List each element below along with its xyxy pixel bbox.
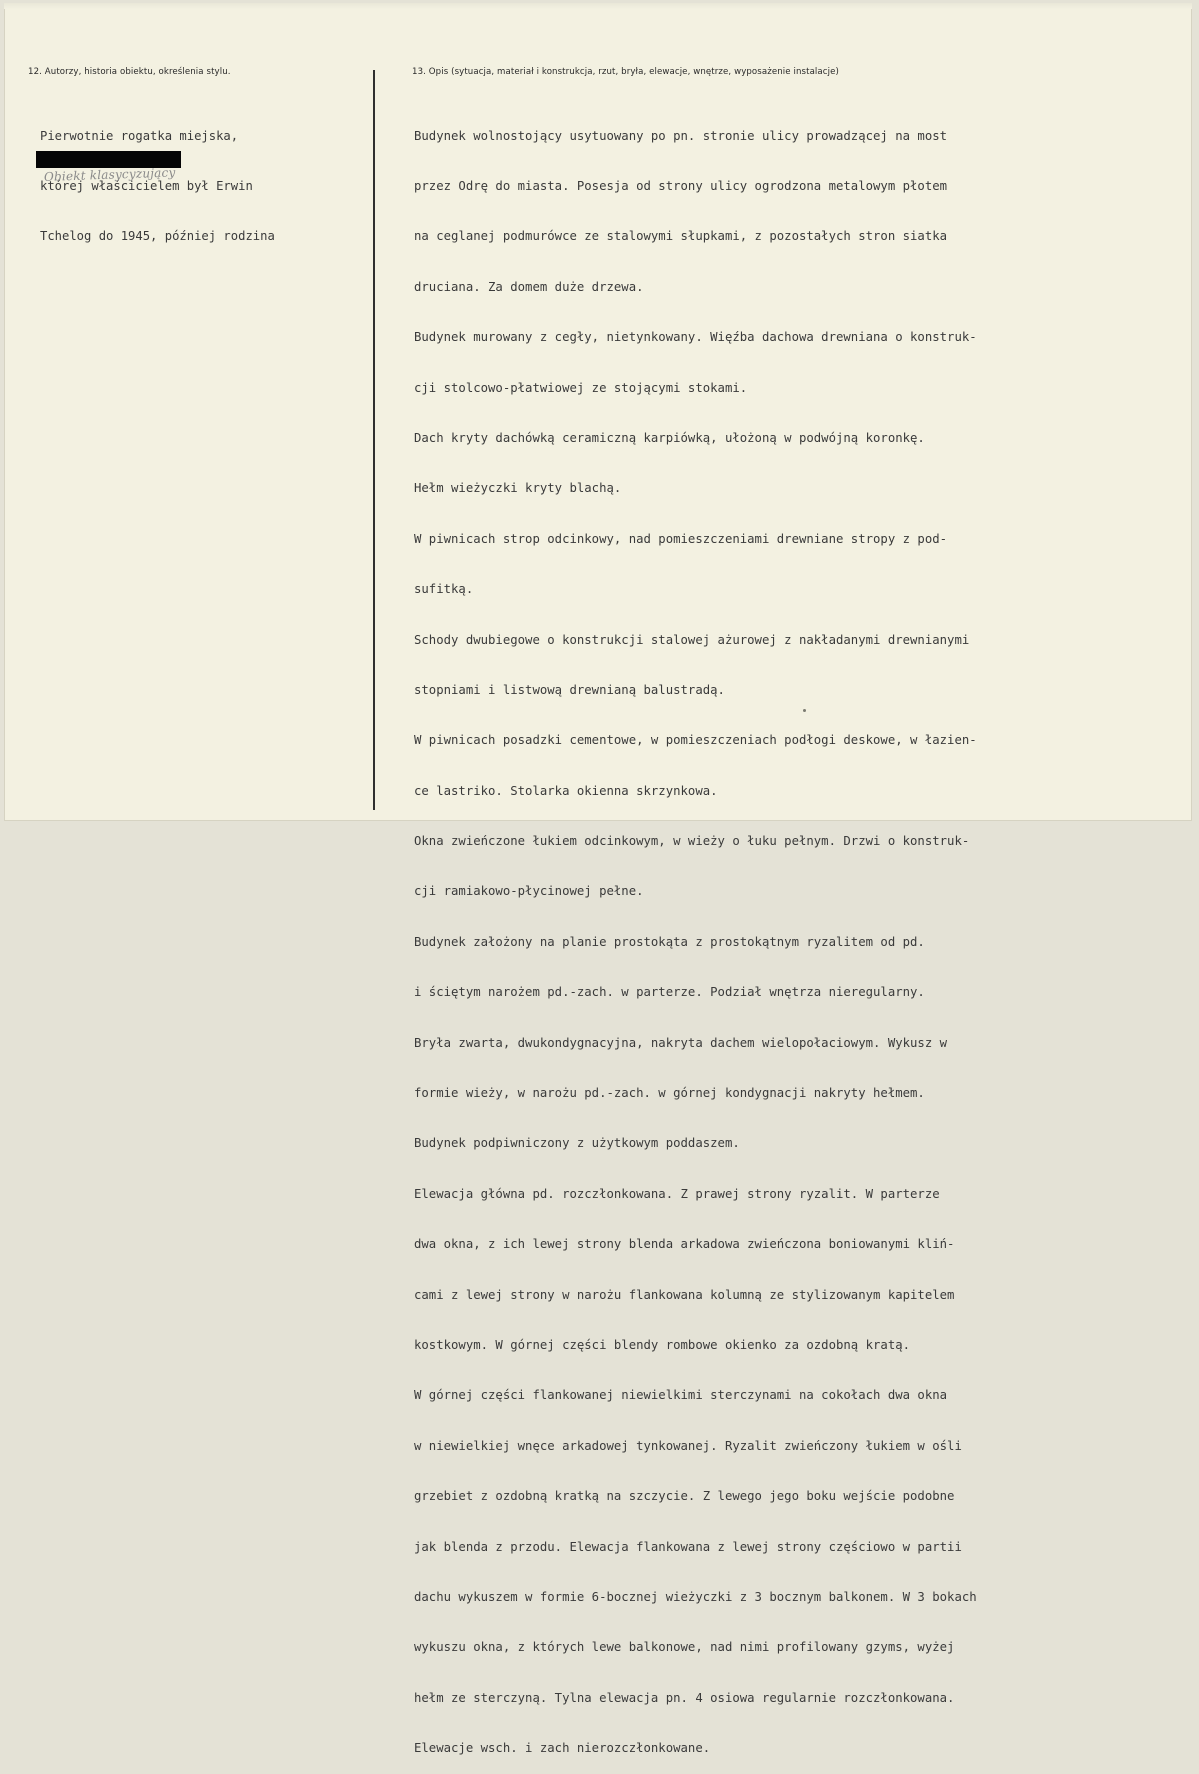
- description-line: grzebiet z ozdobną kratką na szczycie. Z lewego jego boku wejście podobne: [414, 1489, 955, 1504]
- description-line: cji ramiakowo-płycinowej pełne.: [414, 884, 644, 899]
- description-line: formie wieży, w narożu pd.-zach. w górnej kondygnacji nakryty hełmem.: [414, 1086, 925, 1101]
- description-line: Elewacja główna pd. rozczłonkowana. Z prawej strony ryzalit. W parterze: [414, 1186, 940, 1201]
- description-line: i ściętym narożem pd.-zach. w parterze. Podział wnętrza nieregularny.: [414, 985, 925, 1000]
- column-divider: [373, 70, 375, 810]
- description-line: W górnej części flankowanej niewielkimi sterczynami na cokołach dwa okna: [414, 1388, 948, 1403]
- section-13-header: 13. Opis (sytuacja, materiał i konstrukcja, rzut, bryła, elewacje, wnętrze, wyposażenie instalacje): [412, 67, 839, 77]
- description-line: stopniami i listwową drewnianą balustradą.: [414, 682, 725, 697]
- description-line: hełm ze sterczyną. Tylna elewacja pn. 4 osiowa regularnie rozczłonkowana.: [414, 1690, 955, 1705]
- description-line: w niewielkiej wnęce arkadowej tynkowanej. Ryzalit zwieńczony łukiem w ośli: [414, 1438, 962, 1453]
- description-line: Bryła zwarta, dwukondygnacyjna, nakryta dachem wielopołaciowym. Wykusz w: [414, 1035, 948, 1050]
- description-line: jak blenda z przodu. Elewacja flankowana z lewej strony częściowo w partii: [414, 1539, 962, 1554]
- description-line: Elewacje wsch. i zach nierozczłonkowane.: [414, 1741, 711, 1756]
- description-line: Okna zwieńczone łukiem odcinkowym, w wieży o łuku pełnym. Drzwi o konstruk-: [414, 834, 970, 849]
- description-line: przez Odrę do miasta. Posesja od strony ulicy ogrodzona metalowym płotem: [414, 178, 948, 193]
- description-line: Budynek założony na planie prostokąta z prostokątnym ryzalitem od pd.: [414, 934, 925, 949]
- history-line: której właścicielem był Erwin: [40, 178, 253, 193]
- description-line: dachu wykuszem w formie 6-bocznej wieżyczki z 3 bocznym balkonem. W 3 bokach: [414, 1589, 977, 1604]
- paper-speck: [803, 709, 806, 712]
- description-line: cami z lewej strony w narożu flankowana kolumną ze stylizowanym kapitelem: [414, 1287, 955, 1302]
- history-line: Pierwotnie rogatka miejska,: [40, 128, 239, 143]
- description-line: Dach kryty dachówką ceramiczną karpiówką, ułożoną w podwójną koronkę.: [414, 430, 925, 445]
- description-text: [414, 94, 977, 1774]
- description-line: Schody dwubiegowe o konstrukcji stalowej ażurowej z nakładanymi drewnianymi: [414, 632, 970, 647]
- description-line: druciana. Za domem duże drzewa.: [414, 279, 644, 294]
- history-line: Tchelog do 1945, później rodzina: [40, 229, 275, 244]
- handwritten-note: Obiekt klasycyzujący: [43, 165, 176, 184]
- section-12-header: 12. Autorzy, historia obiektu, określenia stylu.: [28, 67, 231, 77]
- sheet-top-edge: [4, 3, 1192, 9]
- description-line: Budynek podpiwniczony z użytkowym poddaszem.: [414, 1136, 740, 1151]
- description-line: dwa okna, z ich lewej strony blenda arkadowa zwieńczona boniowanymi kliń-: [414, 1237, 955, 1252]
- description-line: W piwnicach strop odcinkowy, nad pomieszczeniami drewniane stropy z pod-: [414, 531, 948, 546]
- description-line: sufitką.: [414, 582, 474, 597]
- description-line: wykuszu okna, z których lewe balkonowe, nad nimi profilowany gzyms, wyżej: [414, 1640, 955, 1655]
- description-line: na ceglanej podmurówce ze stalowymi słupkami, z pozostałych stron siatka: [414, 229, 948, 244]
- description-line: Budynek wolnostojący usytuowany po pn. stronie ulicy prowadzącej na most: [414, 128, 948, 143]
- description-line: W piwnicach posadzki cementowe, w pomieszczeniach podłogi deskowe, w łazien-: [414, 733, 977, 748]
- description-line: cji stolcowo-płatwiowej ze stojącymi stokami.: [414, 380, 748, 395]
- description-line: Hełm wieżyczki kryty blachą.: [414, 481, 622, 496]
- description-line: ce lastriko. Stolarka okienna skrzynkowa.: [414, 783, 718, 798]
- description-line: kostkowym. W górnej części blendy rombowe okienko za ozdobną kratą.: [414, 1337, 911, 1352]
- description-line: Budynek murowany z cegły, nietynkowany. Więźba dachowa drewniana o konstruk-: [414, 330, 977, 345]
